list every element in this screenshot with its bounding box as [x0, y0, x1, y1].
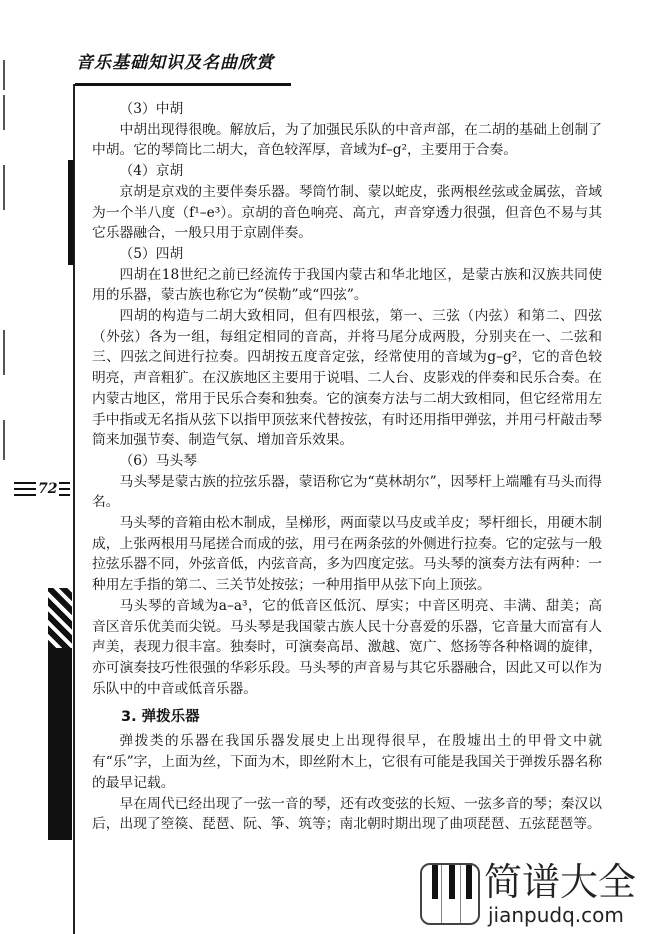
subheading-zhonghu: （3）中胡 [119, 101, 184, 117]
paragraph: 弹拨类的乐器在我国乐器发展史上出现得很早，在殷墟出土的甲骨文中就有“乐”字，上面为丝，下面为木，即丝附木上，它很有可能是我国关于弹拨乐器名称的最早记载。 [92, 733, 602, 791]
scan-edge-mark [3, 165, 5, 210]
subheading-matouqin: （6）马头琴 [119, 452, 197, 469]
paragraph: 京胡是京戏的主要伴奏乐器。琴筒竹制、蒙以蛇皮，张两根丝弦或金属弦，音域为一个半八度（f¹–e³）。京胡的音色响亮、高亢，声音穿透力很强，但音色不易与其它乐器融合，一般只用于京剧伴奏。 [92, 183, 602, 242]
paragraph: 四胡在18世纪之前已经流传于我国内蒙古和华北地区，是蒙古族和汉族共同使用的乐器，蒙古族也称它为“侯勒”或“四弦”。 [92, 266, 602, 304]
running-header: 音乐基础知识及名曲欣赏 [76, 53, 274, 73]
scan-edge-mark [3, 420, 5, 460]
watermark-url: jianpudq.com [488, 903, 624, 927]
scan-edge-mark [3, 60, 5, 90]
paragraph: 马头琴是蒙古族的拉弦乐器，蒙语称它为“莫林胡尔”，因琴杆上端雕有马头而得名。 [92, 473, 602, 511]
margin-bar [68, 160, 74, 265]
scan-edge-mark [3, 95, 5, 130]
watermark-logo [420, 862, 655, 928]
page-body [92, 99, 602, 835]
page-number: 72 [38, 481, 58, 497]
header-rule [75, 83, 291, 86]
paragraph: 马头琴的音箱由松木制成，呈梯形，两面蒙以马皮或羊皮；琴杆细长，用硬木制成，上张两根用马尾搓合而成的弦，用弓在两条弦的外侧进行拉奏。它的定弦与一般拉弦乐器不同，外弦音低，内弦音高，多为四度定弦。马头琴的演奏方法有两种：一种用左手指的第二、三关节处按弦；一种用指甲从弦下向上顶弦。 [92, 515, 602, 594]
scan-edge-mark [3, 330, 5, 375]
paragraph: 四胡的构造与二胡大致相同，但有四根弦，第一、三弦（内弦）和第二、四弦（外弦）各为一组，每组定相同的音高，并将马尾分成两股，分别夹在一、二弦和三、四弦之间进行拉奏。四胡按五度音定弦，经常使用的音域为g–g²，它的音色较明亮，声音粗犷。在汉族地区主要用于说唱、二人台、皮影戏的伴奏和民乐合奏。在内蒙古地区，常用于民乐合奏和独奏。它的演奏方法与二胡大致相同，但它经常用左手中指或无名指从弦下以指甲顶弦来代替按弦，有时还用指甲弹弦，并用弓杆敲击琴筒来加强节奏、制造气氛、增加音乐效果。 [92, 308, 602, 449]
section-heading-plucked: 3. 弹拨乐器 [121, 709, 200, 726]
piano-keys-icon [420, 863, 480, 925]
paragraph: 早在周代已经出现了一弦一音的琴，还有改变弦的长短、一弦多音的琴；秦汉以后，出现了箜篌、琵琶、阮、筝、筑等；南北朝时期出现了曲项琵琶、五弦琵琶等。 [92, 795, 602, 833]
page-number-tab [14, 480, 70, 500]
paragraph: 马头琴的音域为a–a³，它的低音区低沉、厚实；中音区明亮、丰满、甜美；高音区音乐优美而尖锐。马头琴是我国蒙古族人民十分喜爱的乐器，它音量大而富有人声美，表现力很丰富。独奏时，可演奏高昂、激越、宽广、悠扬等各种格调的旋律，亦可演奏技巧性很强的华彩乐段。马头琴的声音易与其它乐器融合，因此又可以作为乐队中的中音或低音乐器。 [92, 597, 602, 697]
paragraph: 中胡出现得很晚。解放后，为了加强民乐队的中音声部，在二胡的基础上创制了中胡。它的琴筒比二胡大，音色较浑厚，音域为f–g²，主要用于合奏。 [92, 121, 602, 159]
watermark-cn: 简谱大全 [484, 860, 637, 904]
margin-stripes [48, 588, 72, 648]
subheading-jinghu: （4）京胡 [119, 163, 184, 180]
subheading-sihu: （5）四胡 [119, 245, 184, 262]
